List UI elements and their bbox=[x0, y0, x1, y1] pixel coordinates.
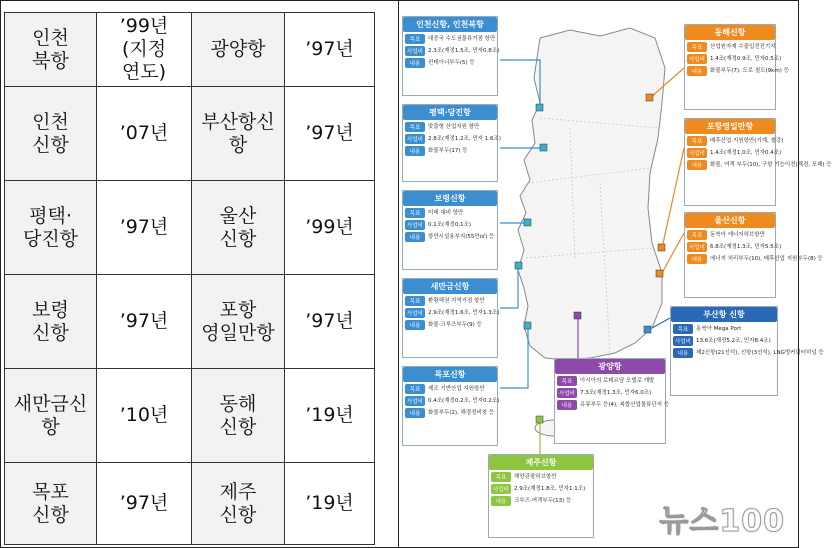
panel-divider bbox=[398, 0, 399, 548]
marker-donghae bbox=[646, 94, 653, 101]
marker-jeju bbox=[536, 416, 543, 423]
cost-label: 사업비 bbox=[405, 134, 425, 144]
content-label: 내용 bbox=[405, 408, 425, 418]
goal-label: 목표 bbox=[687, 42, 707, 52]
table-row bbox=[5, 369, 375, 463]
year-cell: ’97년 bbox=[285, 275, 375, 369]
connector-incheon bbox=[500, 60, 540, 108]
connector-saemangeum bbox=[500, 266, 518, 308]
content-label: 내용 bbox=[687, 66, 707, 76]
port-box-title: 목포신항 bbox=[403, 367, 497, 382]
port-name-cell: 인천 신항 bbox=[5, 87, 97, 181]
cost-value: 6.8조(재정1.3조, 민자5.5조) bbox=[710, 243, 782, 250]
port-info-box-pyeongtaek bbox=[402, 104, 501, 182]
port-name-cell: 부산항신 항 bbox=[192, 87, 285, 181]
cost-value: 13.6조(재정5.2조, 민자8.4조) bbox=[696, 337, 771, 344]
cost-label: 사업비 bbox=[405, 396, 425, 406]
goal-value: 맞춤형 산업지원 항만 bbox=[428, 123, 480, 130]
goal-value: 동북아 에너지허브항만 bbox=[710, 231, 765, 238]
goal-label: 목표 bbox=[673, 324, 693, 334]
year-cell: ’99년 bbox=[285, 181, 375, 275]
goal-value: 동북아 Mega Port bbox=[696, 325, 742, 332]
marker-pyeongtaek bbox=[540, 144, 547, 151]
goal-label: 목표 bbox=[557, 376, 577, 386]
goal-label: 목표 bbox=[405, 122, 425, 132]
port-box-title: 동해신항 bbox=[685, 25, 775, 40]
cost-label: 사업비 bbox=[405, 220, 425, 230]
cost-value: 1.4조(재정1.0조, 민자0.4조) bbox=[710, 149, 782, 156]
year-cell: ’19년 bbox=[285, 369, 375, 463]
year-cell: ’10년 bbox=[97, 369, 192, 463]
connector-ulsan bbox=[662, 233, 684, 273]
cost-value: 2.8조(재정1.2조, 민자 1.6조) bbox=[428, 135, 501, 142]
cost-label: 사업비 bbox=[687, 148, 707, 158]
table-row bbox=[5, 87, 375, 181]
cost-label: 사업비 bbox=[491, 484, 511, 494]
content-label: 내용 bbox=[405, 146, 425, 156]
content-label: 내용 bbox=[405, 58, 425, 68]
port-info-box-pohang bbox=[684, 118, 832, 206]
goal-label: 목표 bbox=[687, 230, 707, 240]
year-cell: ’97년 bbox=[285, 87, 375, 181]
cost-value: 0.1조(재정0.1조) bbox=[428, 221, 472, 228]
port-box-title: 보령신항 bbox=[403, 191, 497, 206]
port-info-box-incheon bbox=[402, 16, 498, 96]
port-name-cell: 광양항 bbox=[192, 13, 285, 87]
content-label: 내용 bbox=[673, 348, 693, 358]
marker-ulsan bbox=[656, 270, 663, 277]
content-value: 제2신항(21선석), 신항(3선석), LNG벙커링터미널 등 bbox=[696, 349, 824, 356]
port-box-title: 울산신항 bbox=[685, 213, 775, 228]
content-value: 화물부두(17) 등 bbox=[428, 147, 468, 154]
marker-pohang bbox=[658, 244, 665, 251]
watermark-text: 뉴스100 bbox=[659, 504, 785, 539]
port-info-box-boryeong bbox=[402, 190, 498, 270]
port-map-panel bbox=[400, 8, 832, 544]
cost-label: 사업비 bbox=[405, 46, 425, 56]
goal-value: 대중국 수도권물류거점 항만 bbox=[428, 35, 496, 42]
content-label: 내용 bbox=[405, 232, 425, 242]
content-value: 에너지 처리부두(10), 배후산업 지원부두(8) 등 bbox=[710, 255, 823, 262]
port-info-box-mokpo bbox=[402, 366, 498, 446]
cost-value: 2.9조(재정1.6조, 민자1.3조) bbox=[428, 309, 500, 316]
port-box-title: 제주신항 bbox=[489, 455, 593, 470]
connector-pohang bbox=[662, 148, 684, 248]
marker-incheon bbox=[536, 104, 543, 111]
table-row bbox=[5, 275, 375, 369]
table-row bbox=[5, 463, 375, 545]
year-cell: ’97년 bbox=[97, 181, 192, 275]
port-name-cell: 목포 신항 bbox=[5, 463, 97, 545]
goal-label: 목표 bbox=[687, 136, 707, 146]
cost-label: 사업비 bbox=[405, 308, 425, 318]
content-value: 항만시설용부지(55만㎡) 등 bbox=[428, 233, 495, 240]
content-value: 화물부두(2), 해경정비창 등 bbox=[428, 409, 495, 416]
port-info-box-ulsan bbox=[684, 212, 823, 298]
port-name-cell: 포항 영일만항 bbox=[192, 275, 285, 369]
cost-label: 사업비 bbox=[687, 54, 707, 64]
port-info-box-jeju bbox=[488, 454, 594, 538]
goal-value: 배후산업 지원항만(기계, 철강) bbox=[710, 137, 784, 144]
marker-busan bbox=[644, 326, 651, 333]
content-label: 내용 bbox=[687, 254, 707, 264]
port-box-title: 새만금신항 bbox=[403, 279, 497, 294]
goal-value: 환황해권 지역거점 항만 bbox=[428, 297, 485, 304]
goal-label: 목표 bbox=[405, 296, 425, 306]
port-info-box-saemangeum bbox=[402, 278, 498, 358]
port-name-cell: 울산 신항 bbox=[192, 181, 285, 275]
cost-value: 7.3조(재정1.3조, 민자6.0조) bbox=[580, 389, 652, 396]
content-value: 유류부두 등(4), 복합산업물류단지 등 bbox=[580, 401, 670, 408]
port-box-title: 포항영일만항 bbox=[685, 119, 775, 134]
content-value: 크루즈·여객부두(13) 등 bbox=[514, 497, 572, 504]
goal-value: 미래 대비 항만 bbox=[428, 209, 464, 216]
marker-boryeong bbox=[524, 219, 531, 226]
year-cell: ’97년 bbox=[97, 463, 192, 545]
port-name-cell: 보령 신항 bbox=[5, 275, 97, 369]
port-box-title: 평택·당진항 bbox=[403, 105, 497, 120]
goal-value: 제조 기반산업 지원항만 bbox=[428, 385, 485, 392]
goal-label: 목표 bbox=[491, 472, 511, 482]
content-value: 컨테이너부두(5) 등 bbox=[428, 59, 475, 66]
cost-value: 2.3조(재정1.5조, 민자0.8조) bbox=[428, 47, 500, 54]
goal-value: 산업원자재 수출입전진기지 bbox=[710, 43, 776, 50]
goal-label: 목표 bbox=[405, 384, 425, 394]
content-value: 화물, 여객 부두(10), 구항 기능이전(해경, 포패) 등 bbox=[710, 161, 832, 168]
port-box-title: 광양항 bbox=[555, 359, 665, 374]
port-box-title: 인천신항, 인천북항 bbox=[403, 17, 497, 32]
year-cell: ’97년 bbox=[97, 275, 192, 369]
port-info-box-gwangyang bbox=[554, 358, 670, 444]
port-name-cell: 인천 북항 bbox=[5, 13, 97, 87]
port-designation-table bbox=[4, 12, 375, 545]
table-row bbox=[5, 13, 375, 87]
marker-gwangyang bbox=[574, 312, 581, 319]
connector-mokpo bbox=[500, 326, 528, 388]
marker-mokpo bbox=[524, 322, 531, 329]
content-value: 화물·크루즈부두(9) 등 bbox=[428, 321, 482, 328]
marker-saemangeum bbox=[515, 262, 522, 269]
cost-label: 사업비 bbox=[557, 388, 577, 398]
content-label: 내용 bbox=[491, 496, 511, 506]
port-name-cell: 새만금신 항 bbox=[5, 369, 97, 463]
content-label: 내용 bbox=[557, 400, 577, 410]
year-cell: ’97년 bbox=[285, 13, 375, 87]
content-label: 내용 bbox=[405, 320, 425, 330]
port-info-box-donghae bbox=[684, 24, 789, 110]
goal-label: 목표 bbox=[405, 208, 425, 218]
cost-value: 0.4조(재정0.2조, 민자0.2조) bbox=[428, 397, 500, 404]
year-cell: ’19년 bbox=[285, 463, 375, 545]
port-info-box-busan bbox=[670, 306, 824, 396]
content-label: 내용 bbox=[687, 160, 707, 170]
cost-label: 사업비 bbox=[687, 242, 707, 252]
content-value: 화물부두(7), 도로·철도(9km) 등 bbox=[710, 67, 789, 74]
cost-value: 2.9조(재정1.8조, 민자1.1조) bbox=[514, 485, 586, 492]
year-cell: ’99년 (지정 연도) bbox=[97, 13, 192, 87]
port-name-cell: 평택· 당진항 bbox=[5, 181, 97, 275]
goal-label: 목표 bbox=[405, 34, 425, 44]
port-box-title: 부산항 신항 bbox=[671, 307, 777, 322]
port-name-cell: 동해 신항 bbox=[192, 369, 285, 463]
port-name-cell: 제주 신항 bbox=[192, 463, 285, 545]
goal-value: 해양관광허브항만 bbox=[514, 473, 557, 480]
year-cell: ’07년 bbox=[97, 87, 192, 181]
cost-label: 사업비 bbox=[673, 336, 693, 346]
cost-value: 1.4조(재정0.9조, 민자0.5조) bbox=[710, 55, 782, 62]
goal-value: 아시아의 로테르담 모델로 개발 bbox=[580, 377, 655, 384]
table-row bbox=[5, 181, 375, 275]
